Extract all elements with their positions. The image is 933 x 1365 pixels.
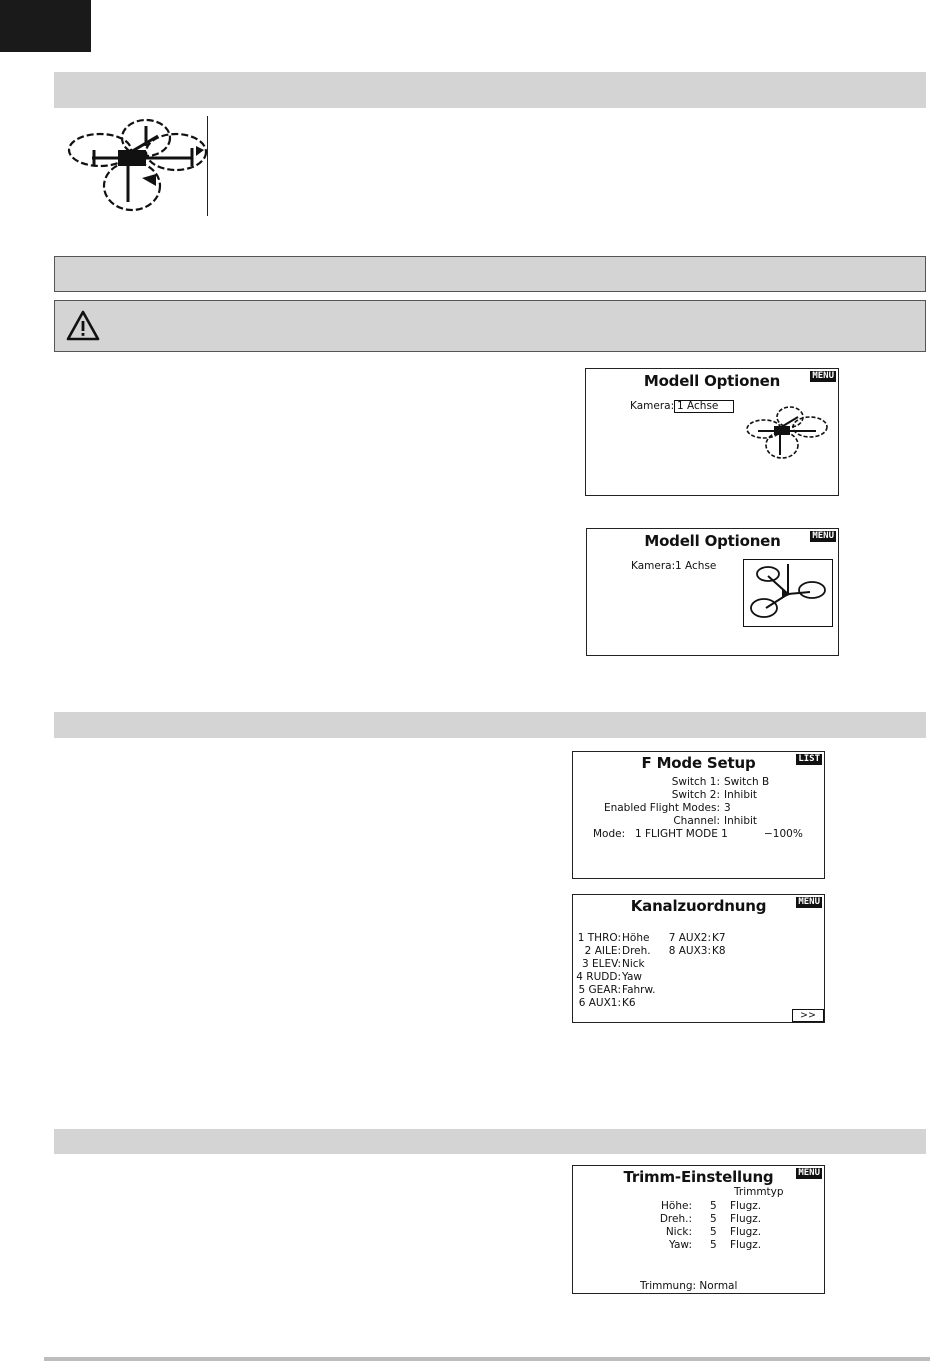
- mode-label: Mode:: [593, 828, 626, 840]
- section-header-bar-3: [54, 712, 926, 738]
- trim-nick-type[interactable]: Flugz.: [730, 1226, 762, 1238]
- switch-2-label: Switch 2:: [671, 789, 720, 801]
- trim-dreh-step[interactable]: 5: [710, 1213, 717, 1225]
- enabled-flight-modes-value[interactable]: 3: [724, 802, 731, 814]
- trim-yaw-step[interactable]: 5: [710, 1239, 717, 1251]
- channel-7-label: 7 AUX2:: [668, 932, 711, 944]
- screen-title: Modell Optionen: [644, 532, 781, 550]
- kamera-label: Kamera:: [630, 400, 675, 412]
- channel-value[interactable]: Inhibit: [724, 815, 758, 827]
- channel-5-label: 5 GEAR:: [578, 984, 621, 996]
- menu-badge[interactable]: MENU: [798, 1168, 820, 1178]
- next-page-button[interactable]: >>: [792, 1009, 824, 1022]
- channel-2-label: 2 AILE:: [584, 945, 621, 957]
- trim-nick-step[interactable]: 5: [710, 1226, 717, 1238]
- channel-3-value[interactable]: Nick: [622, 958, 645, 970]
- screen-title: Kanalzuordnung: [630, 897, 767, 915]
- kamera-label: Kamera:: [631, 560, 676, 572]
- warning-triangle-icon: [66, 310, 100, 342]
- lcd-trimm-einstellung: [572, 1165, 825, 1294]
- section-header-bar-2: [54, 256, 926, 292]
- section-header-bar-1: [54, 72, 926, 108]
- menu-badge[interactable]: MENU: [812, 371, 834, 381]
- screen-title: Modell Optionen: [643, 372, 781, 390]
- lcd-modell-optionen-1: [585, 368, 839, 496]
- trim-nick-label: Nick:: [665, 1226, 692, 1238]
- trim-yaw-type[interactable]: Flugz.: [730, 1239, 762, 1251]
- list-badge[interactable]: LIST: [798, 754, 820, 764]
- menu-badge[interactable]: MENU: [798, 897, 820, 907]
- menu-badge[interactable]: MENU: [812, 531, 834, 541]
- trimmtyp-header: Trimmtyp: [734, 1186, 784, 1198]
- lcd-kanalzuordnung: [572, 894, 825, 1023]
- mode-percent: −100%: [764, 828, 803, 840]
- kamera-value[interactable]: 1 Achse: [675, 560, 717, 572]
- channel-6-label: 6 AUX1:: [578, 997, 621, 1009]
- warning-box: [54, 300, 926, 352]
- channel-5-value[interactable]: Fahrw.: [622, 984, 656, 996]
- quadcopter-icon: [744, 405, 832, 461]
- trim-hoehe-type[interactable]: Flugz.: [730, 1200, 762, 1212]
- screen-title: F Mode Setup: [641, 754, 756, 772]
- trim-hoehe-step[interactable]: 5: [710, 1200, 717, 1212]
- channel-8-label: 8 AUX3:: [668, 945, 711, 957]
- trim-dreh-type[interactable]: Flugz.: [730, 1213, 762, 1225]
- quadcopter-icon: [64, 116, 214, 216]
- channel-2-value[interactable]: Dreh.: [622, 945, 651, 957]
- divider-line: [207, 116, 208, 216]
- page-corner-tab: [0, 0, 91, 52]
- screen-title: Trimm-Einstellung: [623, 1168, 774, 1186]
- kamera-select[interactable]: 1 Achse: [674, 400, 734, 413]
- switch-1-value[interactable]: Switch B: [724, 776, 770, 788]
- mode-value[interactable]: 1 FLIGHT MODE 1: [635, 828, 728, 840]
- channel-1-label: 1 THRO:: [577, 932, 621, 944]
- section-header-bar-4: [54, 1129, 926, 1154]
- switch-2-value[interactable]: Inhibit: [724, 789, 758, 801]
- quadcopter-top-view-icon: [743, 559, 833, 627]
- channel-8-value[interactable]: K8: [712, 945, 726, 957]
- channel-1-value[interactable]: Höhe: [622, 932, 650, 944]
- trim-yaw-label: Yaw:: [669, 1239, 692, 1251]
- lcd-f-mode-setup: [572, 751, 825, 879]
- lcd-modell-optionen-2: [586, 528, 839, 656]
- footer-rule: [44, 1357, 930, 1361]
- channel-6-value[interactable]: K6: [622, 997, 636, 1009]
- channel-7-value[interactable]: K7: [712, 932, 726, 944]
- trim-dreh-label: Dreh.:: [659, 1213, 692, 1225]
- channel-4-label: 4 RUDD:: [576, 971, 621, 983]
- trim-hoehe-label: Höhe:: [661, 1200, 692, 1212]
- channel-label: Channel:: [673, 815, 720, 827]
- channel-4-value[interactable]: Yaw: [622, 971, 642, 983]
- switch-1-label: Switch 1:: [671, 776, 720, 788]
- enabled-flight-modes-label: Enabled Flight Modes:: [603, 802, 720, 814]
- trimmung-mode[interactable]: Trimmung: Normal: [640, 1280, 738, 1292]
- channel-3-label: 3 ELEV:: [581, 958, 621, 970]
